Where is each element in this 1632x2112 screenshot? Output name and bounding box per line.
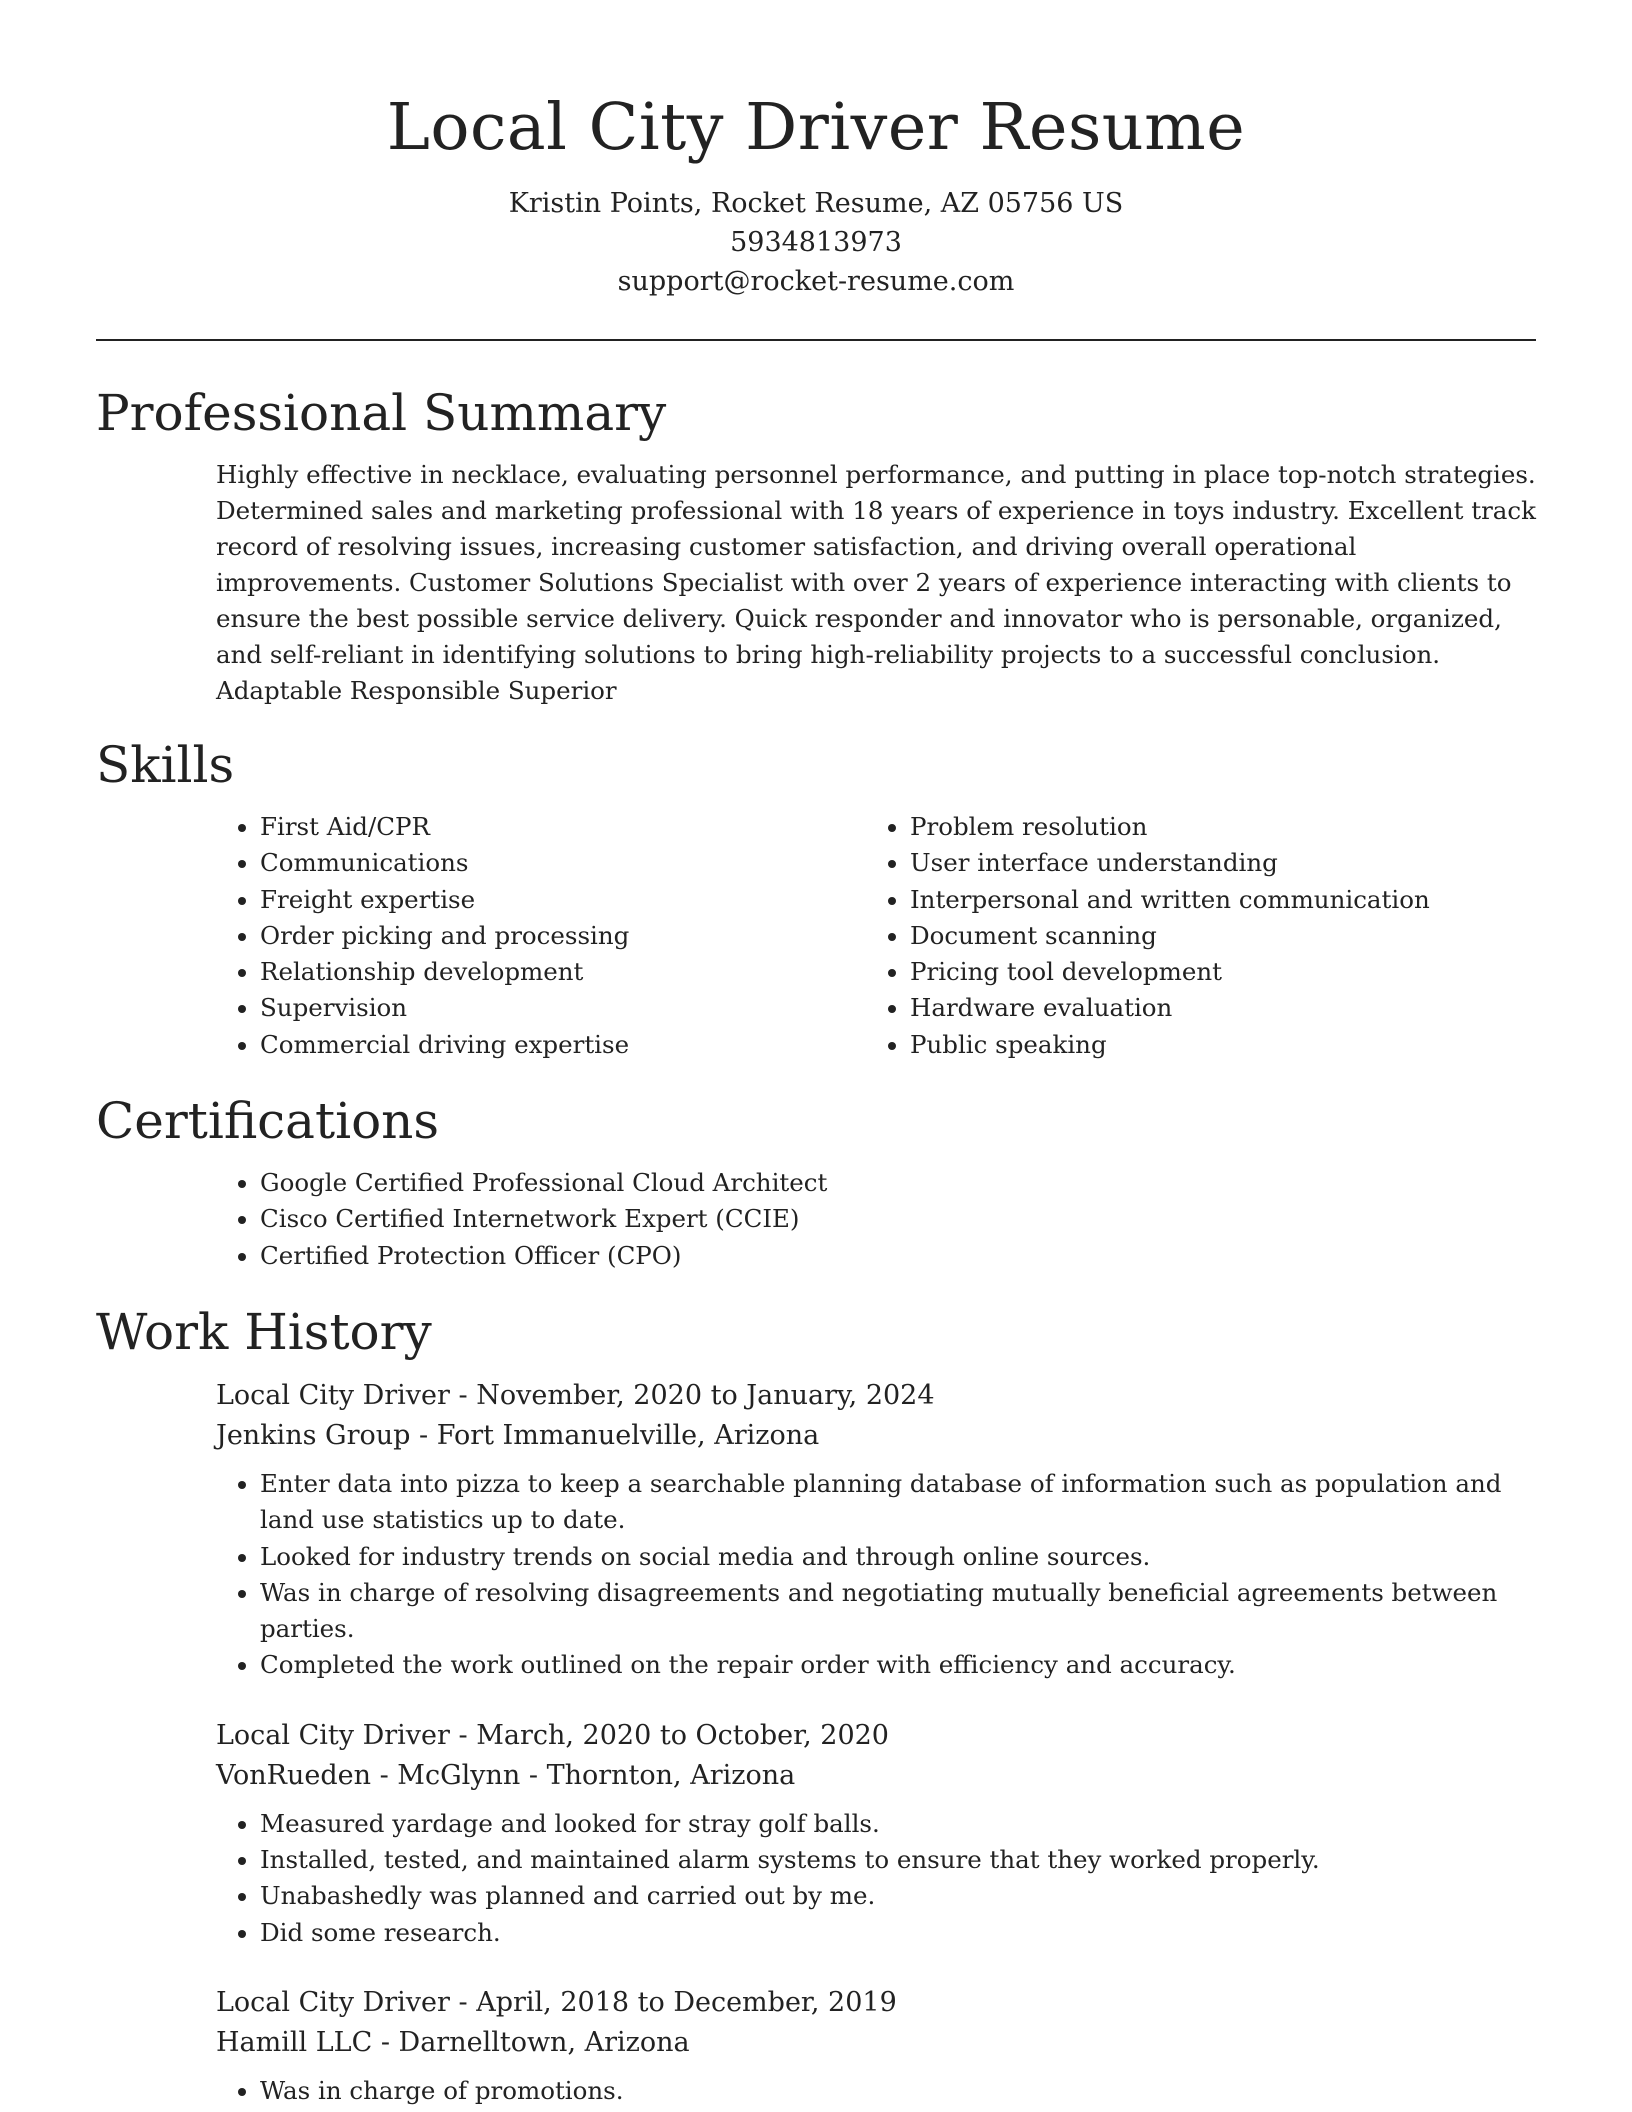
job-bullet: • Unabashedly was planned and carried out by me. [260,1878,1536,1914]
contact-email: support@rocket-resume.com [617,266,1015,297]
job-title-line [216,1376,1536,1416]
skill-item: • Supervision [260,990,866,1026]
job-company-line [216,1416,1536,1456]
work-history-section [96,1300,1536,2109]
job-dates: - April, 2018 to December, 2019 [449,1986,897,2018]
job-company: Jenkins Group [216,1419,411,1451]
job-bullet: • Looked for industry trends on social media and through online sources. [260,1539,1536,1575]
skills-heading: Skills [96,736,235,794]
job-title: Local City Driver [216,1986,450,2018]
job-company-line [216,1756,1536,1796]
summary-text: Highly effective in necklace, evaluating personnel performance, and putting in place top-notch strategies. Determined sales and marketing professional with 18 years of experience in toys industry. Excellent track record of resolving issues, increasing customer satisfaction, and driving overall operational improvements. Customer Solutions Specialist with over 2 years of experience interacting with clients to ensure the best possible service delivery. Quick responder and innovator who is personable, organized, and self-reliant in identifying solutions to bring high-reliability projects to a successful conclusion. Adaptable Responsible Superior [216,460,1536,705]
job-company-line [216,2023,1536,2063]
skill-item: • Document scanning [910,918,1516,954]
certification-item: • Google Certified Professional Cloud Architect [260,1165,1536,1201]
job-bullet: • Completed the work outlined on the repair order with efficiency and accuracy. [260,1647,1536,1683]
job-location: - Fort Immanuelville, Arizona [410,1419,820,1451]
skill-item: • Pricing tool development [910,954,1516,990]
job-title-line [216,1983,1536,2023]
job-bullets [216,1806,1536,1951]
job-company: Hamill LLC [216,2026,373,2058]
job-bullet: • Was in charge of resolving disagreements and negotiating mutually beneficial agreements between parties. [260,1575,1536,1648]
header-divider [96,339,1536,341]
certifications-heading: Certifications [96,1092,440,1151]
contact-address: Kristin Points, Rocket Resume, AZ 05756 US [508,188,1124,219]
skill-item: • Hardware evaluation [910,990,1516,1026]
skills-grid [96,809,1536,1063]
job-title-line [216,1716,1536,1756]
contact-phone: 5934813973 [730,227,902,258]
job-bullet: • Was in charge of promotions. [260,2073,1536,2109]
job-entry [216,1376,1536,1684]
skill-item: • Interpersonal and written communication [910,882,1516,918]
job-bullet: • Did some research. [260,1915,1536,1951]
skills-column-left [216,809,866,1063]
skill-item: • Order picking and processing [260,918,866,954]
job-entry [216,1983,1536,2109]
job-company: VonRueden - McGlynn [216,1759,521,1791]
job-dates: - March, 2020 to October, 2020 [449,1719,889,1751]
skill-item: • User interface understanding [910,845,1516,881]
skill-item: • Commercial driving expertise [260,1027,866,1063]
skill-item: • Freight expertise [260,882,866,918]
work-history-heading: Work History [96,1302,432,1361]
job-bullet: • Measured yardage and looked for stray golf balls. [260,1806,1536,1842]
skill-item: • Communications [260,845,866,881]
job-location: - Thornton, Arizona [520,1759,796,1791]
skill-item: • Public speaking [910,1027,1516,1063]
skills-section [96,733,1536,1063]
skills-column-right [866,809,1516,1063]
job-dates: - November, 2020 to January, 2024 [449,1379,935,1411]
job-entry [216,1716,1536,1951]
job-bullet: • Enter data into pizza to keep a searchable planning database of information such as population and land use statistics up to date. [260,1466,1536,1539]
certification-item: • Cisco Certified Internetwork Expert (CCIE) [260,1201,1536,1237]
job-title: Local City Driver [216,1719,450,1751]
skill-item: • Relationship development [260,954,866,990]
job-bullets [216,1466,1536,1684]
summary-section [96,381,1536,709]
resume-header [96,0,1536,301]
resume-title: Local City Driver Resume [386,90,1246,165]
job-title: Local City Driver [216,1379,450,1411]
job-bullet: • Installed, tested, and maintained alarm systems to ensure that they worked properly. [260,1842,1536,1878]
skill-item: • Problem resolution [910,809,1516,845]
summary-heading: Professional Summary [96,384,667,442]
certification-item: • Certified Protection Officer (CPO) [260,1238,1536,1274]
job-bullets [216,2073,1536,2109]
job-location: - Darnelltown, Arizona [372,2026,690,2058]
certifications-section [96,1089,1536,1274]
skill-item: • First Aid/CPR [260,809,866,845]
